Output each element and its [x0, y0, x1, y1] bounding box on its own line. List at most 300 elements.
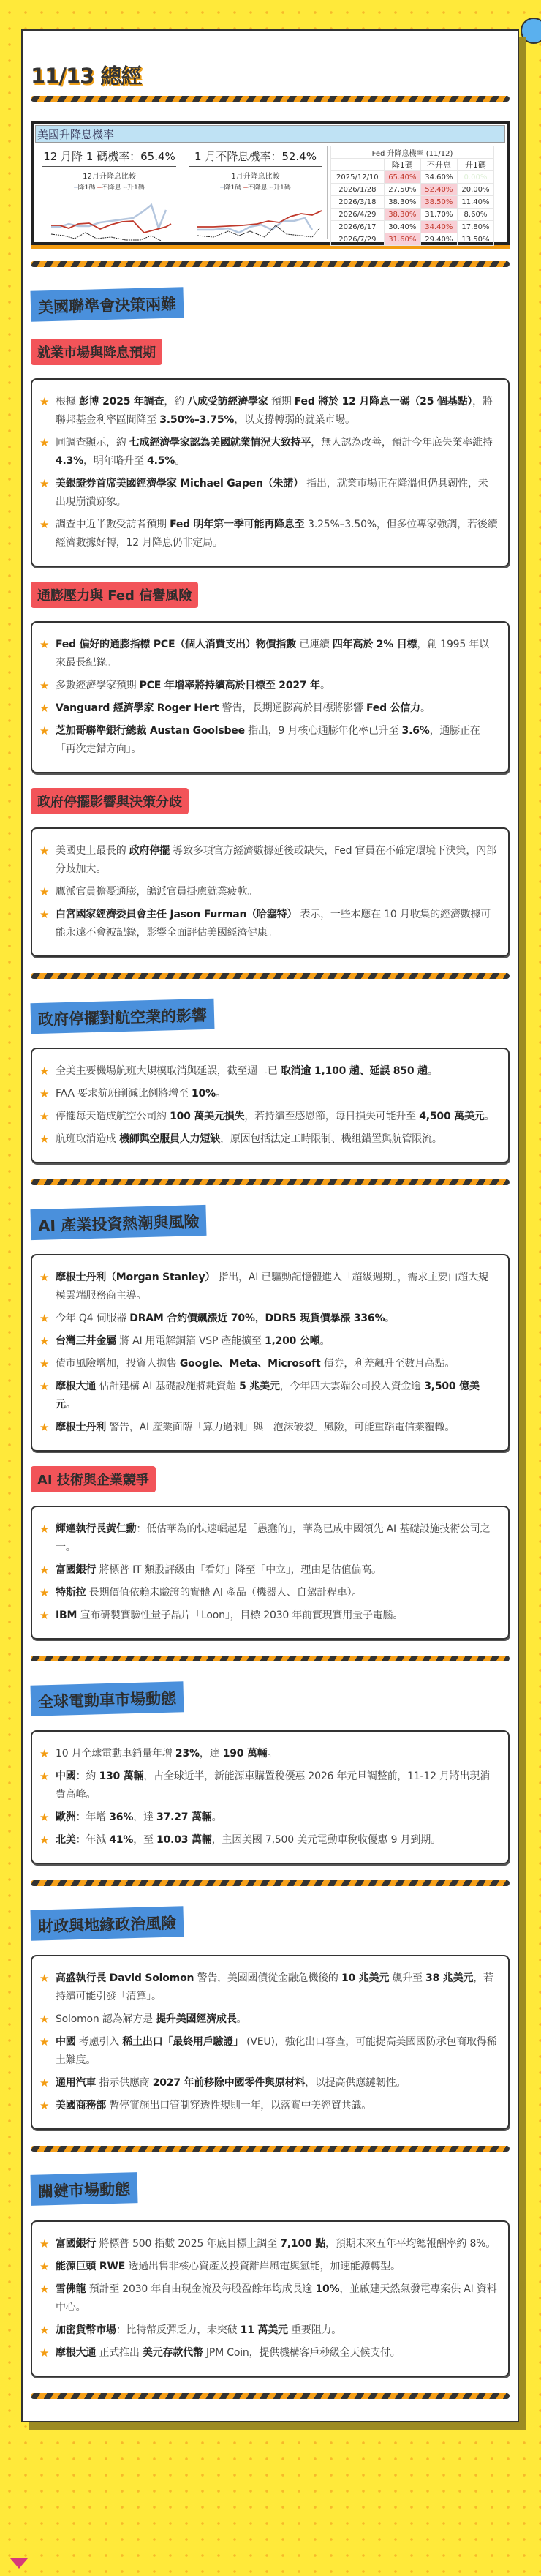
- bold-text: 10.03 萬輛: [156, 1834, 212, 1846]
- december-panel: [38, 146, 181, 239]
- bold-text: 白宮國家經濟委員會主任 Jason Furman（哈塞特）: [56, 909, 298, 920]
- table-row: [331, 209, 494, 221]
- star-icon: ★: [39, 1357, 50, 1370]
- section-heading: 全球電動車市場動態: [30, 1681, 184, 1716]
- star-icon: ★: [39, 1609, 50, 1622]
- bold-text: 23%: [175, 1748, 200, 1760]
- text: 。: [420, 702, 431, 714]
- january-panel: [184, 146, 328, 239]
- item-text: [56, 2235, 496, 2253]
- january-chart-title: 1月升降息比較: [231, 173, 280, 181]
- probability-cell: 65.40%: [384, 171, 420, 184]
- bold-text: 政府停擺: [129, 845, 170, 857]
- section-heading-wrap: [31, 1683, 510, 1714]
- text: 預期: [268, 396, 295, 408]
- text: ：低估華為的快速崛起是「愚蠢的」，華為已成中國領先 AI 基礎設施技術公司之一。: [56, 1523, 491, 1553]
- text: 警告，美國國債從金融危機後的: [194, 1972, 341, 1984]
- list-item: [39, 1108, 498, 1126]
- text: 指出，9 月核心通膨年化率已升至: [244, 725, 402, 737]
- star-icon: ★: [39, 1421, 50, 1434]
- star-icon: ★: [39, 2324, 50, 2337]
- item-text: [56, 1130, 442, 1149]
- text: ，明年略升至: [83, 455, 148, 467]
- probability-cell: 52.40%: [420, 184, 457, 196]
- text: ，通膨正在「再次走錯方向」。: [56, 725, 480, 755]
- bold-text: 4,500 萬美元: [419, 1111, 485, 1122]
- probability-cell: 20.00%: [457, 184, 493, 196]
- subheading: 就業市場與降息預期: [31, 339, 162, 365]
- text: 導致多項官方經濟數據延後或缺失，Fed 官員在不確定環境下決策，內部分歧加大。: [56, 845, 496, 875]
- section: [31, 1880, 510, 2130]
- bold-text: 190 萬輛: [222, 1748, 268, 1760]
- star-icon: ★: [39, 1522, 50, 1536]
- bold-text: 能源巨頭 RWE: [56, 2261, 126, 2272]
- december-panel-title: 12 月降 1 碼機率：65.4%: [42, 149, 176, 167]
- bold-text: 北美: [56, 1834, 76, 1846]
- list-item: [39, 516, 498, 552]
- text: ，以提高供應鏈韌性。: [305, 2077, 406, 2089]
- section-heading: 關鍵市場動態: [30, 2172, 137, 2206]
- list-item: [39, 2321, 498, 2340]
- item-text: [56, 1378, 498, 1414]
- item-text: [56, 842, 498, 879]
- bold-text: DRAM 合約價飆漲近 70%，DDR5 現貨價暴漲 336%: [129, 1313, 385, 1324]
- hazard-stripe-divider: [31, 1880, 510, 1886]
- list-item: [39, 393, 498, 429]
- section-heading: 政府停擺對航空業的影響: [30, 999, 214, 1034]
- text: 警告，AI 產業面臨「算力過剩」與「泡沫破裂」風險，可能重蹈電信業覆轍。: [106, 1422, 455, 1433]
- subheading-wrap: [31, 1466, 510, 1492]
- hazard-stripe-divider: [31, 2146, 510, 2152]
- star-icon: ★: [39, 1312, 50, 1325]
- bold-text: 摩根大通: [56, 1381, 97, 1392]
- text: ，無人認為改善，預計今年底失業率維持: [311, 437, 493, 448]
- text: ，並啟建天然氣發電專案供 AI 資料中心。: [56, 2283, 497, 2313]
- bold-text: 稀土出口「最終用戶驗證」: [122, 2036, 243, 2048]
- bold-text: 八成受訪經濟學家: [187, 396, 268, 408]
- bold-text: 4.3%: [56, 455, 84, 467]
- star-icon: ★: [39, 2237, 50, 2250]
- text: 已連續: [295, 639, 333, 650]
- bold-text: 美國商務部: [56, 2100, 106, 2111]
- list-item: [39, 2074, 498, 2092]
- item-text: [56, 1831, 441, 1850]
- bold-text: 特斯拉: [56, 1587, 86, 1599]
- star-icon: ★: [39, 1110, 50, 1123]
- bullet-box: [31, 1730, 510, 1864]
- bold-text: Fed 明年第一季可能再降息至: [170, 519, 309, 530]
- text: ，占全球近半，新能源車購置稅優惠 2026 年元旦調整前，11-12 月將出現消費高峰。: [56, 1770, 491, 1800]
- bold-text: 芝加哥聯準銀行總裁 Austan Goolsbee: [56, 725, 245, 737]
- legend-cut: 降1碼: [77, 184, 96, 192]
- subheading: 通膨壓力與 Fed 信譽風險: [31, 582, 198, 608]
- meeting-date-cell: 2025/12/10: [331, 171, 385, 184]
- bold-text: 摩根大通: [56, 2347, 97, 2359]
- item-text: [56, 2258, 401, 2276]
- bullet-box: [31, 1506, 510, 1640]
- item-text: [56, 1561, 382, 1580]
- column-header: 不升息: [420, 159, 457, 171]
- star-icon: ★: [39, 477, 50, 490]
- text: 。: [385, 1313, 396, 1324]
- bold-text: 5 兆美元: [239, 1381, 280, 1392]
- image-header: 美國升降息機率: [35, 125, 505, 143]
- text: ，若持續至感恩節，每日損失可能升至: [244, 1111, 420, 1122]
- section: [31, 2146, 510, 2377]
- bold-text: Vanguard 經濟學家 Roger Hert: [56, 702, 219, 714]
- series-cut: [197, 218, 312, 233]
- meeting-date-cell: 2026/1/28: [331, 184, 385, 196]
- list-item: [39, 1969, 498, 2006]
- text: ，創 1995 年以來最長紀錄。: [56, 639, 489, 669]
- text: 重要阻力。: [287, 2324, 342, 2336]
- text: 全美主要機場航班大規模取消與延誤，截至週二已: [56, 1065, 281, 1077]
- bullet-box: [31, 378, 510, 567]
- probability-cell: 31.60%: [384, 233, 420, 246]
- fed-rate-table: [330, 146, 494, 246]
- text: 。: [319, 1335, 330, 1347]
- probability-cell: 8.60%: [457, 209, 493, 221]
- table-row: [331, 233, 494, 246]
- table-row: [331, 171, 494, 184]
- star-icon: ★: [39, 2283, 50, 2296]
- list-item: [39, 1130, 498, 1149]
- text: 估計建構 AI 基礎設施將耗資超: [96, 1381, 240, 1392]
- star-icon: ★: [39, 1334, 50, 1348]
- bold-text: 11 萬美元: [240, 2324, 288, 2336]
- section: [31, 1656, 510, 1864]
- star-icon: ★: [39, 1586, 50, 1599]
- text: ，預期未來五年平均總報酬率約 8%。: [325, 2238, 496, 2250]
- bold-text: 富國銀行: [56, 1564, 97, 1576]
- text: 同調查顯示，約: [56, 437, 129, 448]
- list-item: [39, 1355, 498, 1373]
- list-item: [39, 1419, 498, 1437]
- text: 指出，AI 已驅動記憶體進入「超級週期」，需求主要由超大規模雲端服務商主導。: [56, 1272, 488, 1302]
- bold-text: 提升美國經濟成長: [156, 2013, 237, 2025]
- section-heading-wrap: [31, 2174, 510, 2204]
- section-heading-wrap: [31, 1001, 510, 1032]
- legend-hike: 升1碼: [273, 184, 291, 192]
- bold-text: 7,100 點: [280, 2238, 326, 2250]
- text: 。: [427, 1065, 438, 1077]
- list-item: [39, 475, 498, 511]
- item-text: [56, 2097, 371, 2115]
- bold-text: 七成經濟學家認為美國就業情況大致持平: [129, 437, 311, 448]
- text: (VEU)，強化出口審查，可能提高美國國防承包商取得稀土難度。: [56, 2036, 497, 2066]
- text: 。: [211, 1811, 222, 1823]
- text: 今年 Q4 伺服器: [56, 1313, 130, 1324]
- item-text: [56, 2074, 406, 2092]
- hazard-stripe-divider: [31, 973, 510, 979]
- star-icon: ★: [39, 1087, 50, 1100]
- list-item: [39, 636, 498, 672]
- meeting-date-cell: 2026/3/18: [331, 196, 385, 209]
- item-text: [56, 722, 498, 759]
- bold-text: Fed 偏好的通膨指標 PCE（個人消費支出）物價指數: [56, 639, 296, 650]
- bold-text: 1,200 公噸: [264, 1335, 320, 1347]
- item-text: [56, 2280, 498, 2317]
- bold-text: 輝達執行長黃仁勳: [56, 1523, 137, 1535]
- list-item: [39, 1269, 498, 1305]
- bold-text: 台灣三井金屬: [56, 1335, 116, 1347]
- bold-text: 4.5%: [147, 455, 175, 467]
- probability-cell: 27.50%: [384, 184, 420, 196]
- bold-text: 摩根士丹利: [56, 1422, 106, 1433]
- item-text: [56, 1607, 403, 1625]
- table-caption: Fed 升降息機率 (11/12): [331, 146, 494, 159]
- text: ，約: [164, 396, 188, 408]
- text: 債券，利差飆升至數月高點。: [320, 1358, 455, 1370]
- bold-text: Fed 將於 12 月降息一碼（25 個基點）: [294, 396, 473, 408]
- text: ，若持續可能引發「清算」。: [56, 1972, 493, 2002]
- star-icon: ★: [39, 1811, 50, 1824]
- text: 表示，一些本應在 10 月收集的經濟數據可能永遠不會被記錄，影響全面評估美國經濟健康。: [56, 909, 491, 939]
- list-item: [39, 1310, 498, 1328]
- star-icon: ★: [39, 1380, 50, 1393]
- series-hold: [51, 221, 171, 233]
- star-icon: ★: [39, 638, 50, 651]
- star-icon: ★: [39, 908, 50, 921]
- text: ：年減: [75, 1834, 110, 1846]
- text: 宣布研製實驗性量子晶片「Loon」，目標 2030 年前實現實用量子電腦。: [77, 1610, 404, 1621]
- bold-text: 中國: [56, 2036, 76, 2048]
- bold-text: 歐洲: [56, 1811, 76, 1823]
- star-icon: ★: [39, 702, 50, 715]
- bold-text: 37.27 萬輛: [156, 1811, 212, 1823]
- bold-text: 摩根士丹利（Morgan Stanley）: [56, 1272, 216, 1283]
- star-icon: ★: [39, 2076, 50, 2089]
- star-icon: ★: [39, 2035, 50, 2049]
- hazard-stripe-divider: [31, 2393, 510, 2399]
- list-item: [39, 883, 498, 901]
- subheading-wrap: [31, 582, 510, 608]
- bold-text: 100 萬美元損失: [170, 1111, 245, 1122]
- text: ，將聯邦基金利率區間降至: [56, 396, 493, 426]
- list-item: [39, 1062, 498, 1081]
- bold-text: 10 兆美元: [341, 1972, 390, 1984]
- bold-text: IBM: [56, 1610, 77, 1621]
- series-hike: [51, 233, 162, 241]
- list-item: [39, 2235, 498, 2253]
- section: [31, 1179, 510, 1640]
- bold-text: 富國銀行: [56, 2238, 97, 2250]
- bold-text: 3.50%–3.75%: [159, 414, 235, 426]
- star-icon: ★: [39, 2346, 50, 2359]
- legend-hold: 不降息: [247, 184, 268, 192]
- star-icon: ★: [39, 395, 50, 408]
- item-text: [56, 1085, 226, 1103]
- probability-cell: 13.50%: [457, 233, 493, 246]
- star-icon: ★: [39, 1271, 50, 1284]
- item-text: [56, 883, 257, 901]
- legend-hold: 不降息: [101, 184, 121, 192]
- probability-cell: 29.40%: [420, 233, 457, 246]
- probability-cell: 34.60%: [420, 171, 457, 184]
- text: ，達: [199, 1748, 223, 1760]
- text: 透過出售非核心資產及投資離岸風電與氫能，加速能源轉型。: [125, 2261, 401, 2272]
- section-heading-wrap: [31, 1207, 510, 1238]
- meeting-date-cell: 2026/7/29: [331, 233, 385, 246]
- bold-text: 中國: [56, 1770, 76, 1782]
- legend-hike: 升1碼: [127, 184, 145, 192]
- list-item: [39, 1809, 498, 1827]
- probability-cell: 0.00%: [457, 171, 493, 184]
- newsletter-card: [21, 29, 519, 2422]
- text: ：約: [75, 1770, 99, 1782]
- star-icon: ★: [39, 518, 50, 531]
- bullet-box: [31, 1048, 510, 1163]
- item-text: [56, 2033, 498, 2070]
- list-item: [39, 1085, 498, 1103]
- text: 。: [484, 1111, 495, 1122]
- section: [31, 289, 510, 957]
- section-heading-wrap: [31, 1908, 510, 1939]
- text: ，今年四大雲端公司投入資金逾: [279, 1381, 425, 1392]
- hazard-stripe-divider: [31, 261, 510, 267]
- january-panel-title: 1 月不降息機率：52.4%: [189, 149, 322, 167]
- list-item: [39, 2258, 498, 2276]
- text: 。: [215, 1088, 226, 1100]
- item-text: [56, 636, 498, 672]
- probability-cell: 31.70%: [420, 209, 457, 221]
- section-heading: AI 產業投資熱潮與風險: [30, 1205, 206, 1240]
- text: ：比特幣反彈乏力，未突破: [116, 2324, 241, 2336]
- probability-cell: 11.40%: [457, 196, 493, 209]
- bold-text: 10%: [192, 1088, 216, 1100]
- star-icon: ★: [39, 885, 50, 898]
- list-item: [39, 2097, 498, 2115]
- list-item: [39, 1745, 498, 1763]
- table-row: [331, 184, 494, 196]
- bold-text: 四年高於 2% 目標: [332, 639, 417, 650]
- bold-text: 雪佛龍: [56, 2283, 86, 2295]
- bold-text: 38 兆美元: [425, 1972, 474, 1984]
- text: 預計至 2030 年自由現金流及每股盈餘年均成長逾: [86, 2283, 316, 2295]
- list-item: [39, 1378, 498, 1414]
- text: ，以支撐轉弱的就業市場。: [234, 414, 355, 426]
- text: 考慮引入: [75, 2036, 123, 2048]
- meeting-date-cell: 2026/6/17: [331, 221, 385, 233]
- list-item: [39, 2280, 498, 2317]
- bold-text: 10%: [315, 2283, 340, 2295]
- list-item: [39, 434, 498, 470]
- text: 航班取消造成: [56, 1133, 120, 1145]
- star-icon: ★: [39, 1770, 50, 1783]
- text: 根據: [56, 396, 79, 408]
- bold-text: 彭博 2025 年調查: [78, 396, 164, 408]
- bold-text: 加密貨幣市場: [56, 2324, 116, 2336]
- star-icon: ★: [39, 1563, 50, 1577]
- rate-probability-image: [31, 121, 510, 245]
- text: ，但多位專家強調，若後續經濟數據好轉，12 月降息仍非定局。: [56, 519, 498, 549]
- bold-text: 通用汽車: [56, 2077, 97, 2089]
- text: ，原因包括法定工時限制、機組錯置與航管限流。: [220, 1133, 442, 1145]
- item-text: [56, 434, 498, 470]
- item-text: [56, 1768, 498, 1804]
- probability-cell: 38.50%: [420, 196, 457, 209]
- section: [31, 973, 510, 1163]
- bold-text: 3,500 億美元: [56, 1381, 480, 1411]
- bold-text: 取消逾 1,100 趟、延誤 850 趟: [280, 1065, 428, 1077]
- item-text: [56, 1419, 455, 1437]
- meeting-date-cell: 2026/4/29: [331, 209, 385, 221]
- text: 債市風險增加，投資人拋售: [56, 1358, 180, 1370]
- star-icon: ★: [39, 679, 50, 692]
- text: 。: [236, 2013, 247, 2025]
- january-line-chart: [184, 192, 328, 243]
- text: 正式推出: [96, 2347, 143, 2359]
- column-header: 升1碼: [457, 159, 493, 171]
- bold-text: 36%: [109, 1811, 134, 1823]
- bullet-box: [31, 2220, 510, 2377]
- column-header: [331, 159, 385, 171]
- item-text: [56, 2010, 246, 2029]
- item-text: [56, 1108, 494, 1126]
- section-heading: 財政與地緣政治風險: [30, 1906, 184, 1940]
- item-text: [56, 475, 498, 511]
- list-item: [39, 842, 498, 879]
- text: ，主因美國 7,500 美元電動車稅收優惠 9 月到期。: [211, 1834, 441, 1846]
- subheading-wrap: [31, 339, 510, 365]
- star-icon: ★: [39, 436, 50, 449]
- text: 長期價值依賴未驗證的實體 AI 產品（機器人、自駕計程車）。: [86, 1587, 363, 1599]
- star-icon: ★: [39, 2260, 50, 2273]
- item-text: [56, 1745, 277, 1763]
- list-item: [39, 906, 498, 942]
- item-text: [56, 1062, 438, 1081]
- item-text: [56, 2344, 401, 2362]
- text: 將 AI 用電解銅箔 VSP 產能擴至: [116, 1335, 265, 1347]
- text: FAA 要求航班削減比例將增至: [56, 1088, 192, 1100]
- probability-cell: 34.40%: [420, 221, 457, 233]
- star-icon: ★: [39, 2099, 50, 2112]
- text: 美國史上最長的: [56, 845, 129, 857]
- hazard-stripe-divider: [31, 1656, 510, 1661]
- list-item: [39, 2344, 498, 2362]
- item-text: [56, 906, 498, 942]
- subheading-wrap: [31, 788, 510, 814]
- list-item: [39, 1831, 498, 1850]
- bold-text: 機師與空服員人力短缺: [119, 1133, 221, 1145]
- item-text: [56, 1520, 498, 1557]
- text: 。: [267, 1748, 278, 1760]
- bold-text: 2027 年前移除中國零件與原材料: [152, 2077, 306, 2089]
- legend-cut: 降1碼: [224, 184, 242, 192]
- list-item: [39, 1332, 498, 1351]
- text: 10 月全球電動車銷量年增: [56, 1748, 175, 1760]
- chart-legend: ━降1碼 ━不降息 ┈升1碼: [74, 184, 145, 192]
- text: ，達: [133, 1811, 157, 1823]
- bold-text: 130 萬輛: [99, 1770, 144, 1782]
- star-icon: ★: [39, 1133, 50, 1146]
- list-item: [39, 2033, 498, 2070]
- list-item: [39, 1584, 498, 1602]
- list-item: [39, 677, 498, 695]
- bold-text: 美元存款代幣: [142, 2347, 203, 2359]
- list-item: [39, 1607, 498, 1625]
- hazard-stripe-divider: [31, 1179, 510, 1185]
- list-item: [39, 1520, 498, 1557]
- probability-cell: 38.30%: [384, 209, 420, 221]
- list-item: [39, 2010, 498, 2029]
- speech-bubble-decoration: [521, 18, 541, 44]
- item-text: [56, 1355, 455, 1373]
- table-row: [331, 221, 494, 233]
- list-item: [39, 699, 498, 718]
- star-icon: ★: [39, 1064, 50, 1078]
- text: ：年增: [75, 1811, 110, 1823]
